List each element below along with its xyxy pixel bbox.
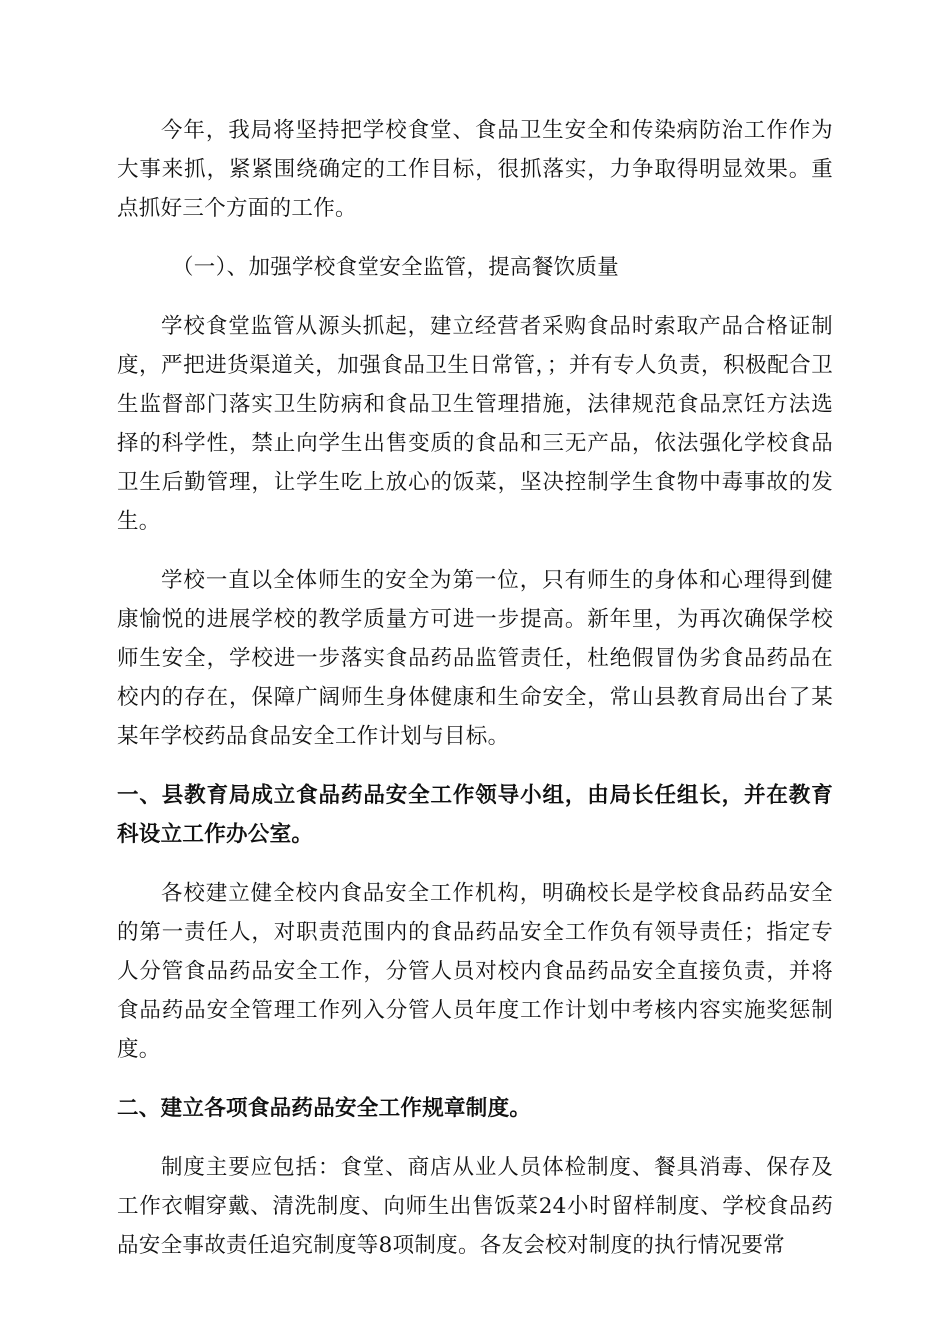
paragraph-responsibility: 各校建立健全校内食品安全工作机构，明确校长是学校食品药品安全的第一责任人，对职责范围内的食品药品安全工作负有领导责任；指定专人分管食品药品安全工作，分管人员对校内食品药品安全直接负责，并将食品药品安全管理工作列入分管人员年度工作计划中考核内容实施奖惩制度。 [117, 881, 833, 1062]
paragraph-regulations: 制度主要应包括：食堂、商店从业人员体检制度、餐具消毒、保存及工作衣帽穿戴、清洗制度、向师生出售饭菜24小时留样制度、学校食品药品安全事故责任追究制度等8项制度。各友会校对制度的执行情况要常 [117, 1155, 833, 1258]
heading-regulations: 二、建立各项食品药品安全工作规章制度。 [117, 1096, 532, 1121]
paragraph-canteen: 学校食堂监管从源头抓起，建立经营者采购食品时索取产品合格证制度，严把进货渠道关，加强食品卫生日常管，；并有专人负责，积极配合卫生监督部门落实卫生防病和食品卫生管理措施，法律规范食品烹饪方法选择的科学性，禁止向学生出售变质的食品和三无产品，依法强化学校食品卫生后勤管理，让学生吃上放心的饭菜，坚决控制学生食物中毒事故的发生。 [117, 314, 833, 534]
subheading-canteen: （一）、加强学校食堂安全监管，提高餐饮质量 [172, 255, 620, 280]
paragraph-intro: 今年，我局将坚持把学校食堂、食品卫生安全和传染病防治工作作为大事来抓，紧紧围绕确定的工作目标，很抓落实，力争取得明显效果。重点抓好三个方面的工作。 [117, 118, 833, 221]
heading-leadership-group: 一、县教育局成立食品药品安全工作领导小组，由局长任组长，并在教育科设立工作办公室。 [117, 783, 833, 847]
paragraph-safety: 学校一直以全体师生的安全为第一位，只有师生的身体和心理得到健康愉悦的进展学校的教学质量方可进一步提高。新年里，为再次确保学校师生安全，学校进一步落实食品药品监管责任，杜绝假冒伪劣食品药品在校内的存在，保障广阔师生身体健康和生命安全，常山县教育局出台了某某年学校药品食品安全工作计划与目标。 [117, 568, 833, 749]
document-page [117, 111, 833, 1285]
